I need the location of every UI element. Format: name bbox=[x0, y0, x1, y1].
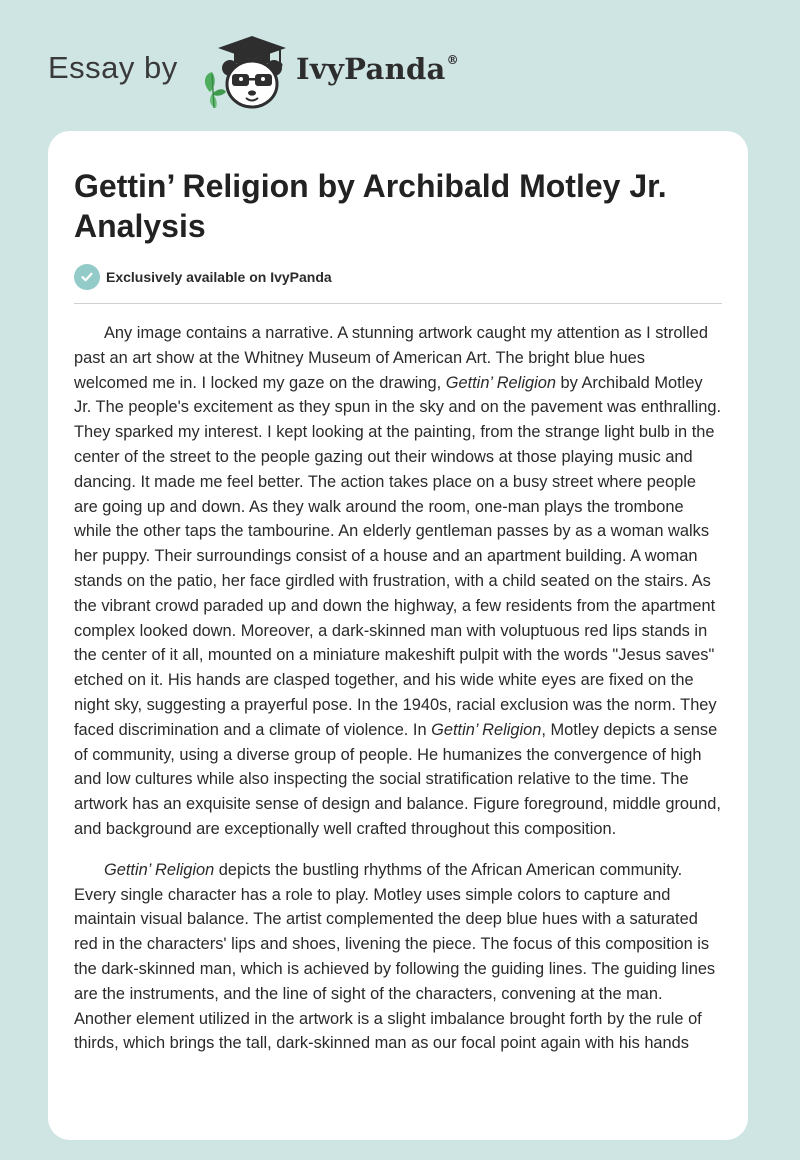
panda-logo-icon[interactable] bbox=[200, 34, 292, 110]
exclusive-label: Exclusively available on IvyPanda bbox=[106, 269, 332, 285]
essay-by-label: Essay by bbox=[48, 50, 178, 85]
artwork-title: Gettin’ Religion bbox=[445, 373, 556, 392]
article-body bbox=[74, 321, 722, 1072]
registered-mark: ® bbox=[446, 53, 459, 68]
brand-name[interactable] bbox=[296, 52, 459, 86]
check-icon bbox=[74, 264, 100, 290]
paragraph-2: Gettin’ Religion depicts the bustling rhythms of the African American community. Every single character has a role to play. Motley uses simple colors to capture and maintain visual balance. The artist complemented the deep blue hues with a saturated red in the characters' lips and shoes, livening the piece. The focus of this composition is the dark-skinned man, which is achieved by following the guiding lines. The guiding lines are the instruments, and the line of sight of the characters, convening at the man. Another element utilized in the artwork is a slight imbalance brought forth by the rule of thirds, which brings the tall, dark-skinned man as our focal point again with his hands bbox=[74, 860, 716, 1053]
paragraph-1: Any image contains a narrative. A stunning artwork caught my attention as I strolled past an art show at the Whitney Museum of American Art. The bright blue hues welcomed me in. I locked my gaze on the drawing, Gettin’ Religion by Archibald Motley Jr. The people's excitement as they spun in the sky and on the pavement was enthralling. They sparked my interest. I kept looking at the painting, from the strange light bulb in the center of the street to the people gazing out their windows at those playing music and dancing. It made me feel better. The action takes place on a busy street where people are going up and down. As they walk around the room, one-man plays the trombone while the other taps the tambourine. An elderly gentleman passes by as a woman walks her puppy. Their surroundings consist of a house and an apartment building. A woman stands on the patio, her face girdled with frustration, with a child seated on the stairs. As the vibrant crowd paraded up and down the highway, a few residents from the apartment complex looked down. Moreover, a dark-skinned man with voluptuous red lips stands in the center of it all, mounted on a miniature makeshift pulpit with the words "Jesus saves" etched on it. His hands are clasped together, and his wide white eyes are fixed on the night sky, suggesting a prayerful pose. In the 1940s, racial exclusion was the norm. They faced discrimination and a climate of violence. In Gettin’ Religion, Motley depicts a sense of community, using a diverse group of people. He humanizes the convergence of high and low cultures while also inspecting the social stratification relative to the time. The artwork has an exquisite sense of design and balance. Figure foreground, middle ground, and background are exceptionally well crafted throughout this composition. bbox=[74, 324, 721, 838]
article-card bbox=[48, 131, 748, 1140]
exclusive-badge bbox=[74, 264, 332, 290]
site-header bbox=[0, 0, 800, 130]
title-divider bbox=[74, 303, 722, 304]
artwork-title: Gettin’ Religion bbox=[431, 720, 542, 739]
article-title: Gettin’ Religion by Archibald Motley Jr. Analysis bbox=[74, 168, 667, 244]
brand-wordmark: IvyPanda bbox=[296, 52, 446, 86]
artwork-title: Gettin’ Religion bbox=[104, 860, 215, 879]
